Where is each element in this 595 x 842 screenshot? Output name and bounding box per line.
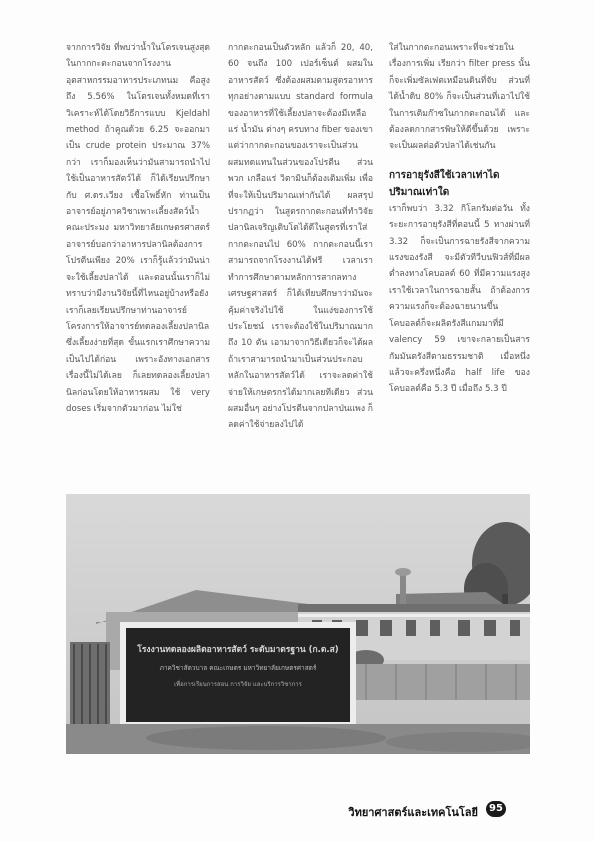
- sign-text-line2: ภาควิชาสัตวบาล คณะเกษตร มหาวิทยาลัยเกษตรศาสตร์: [159, 664, 317, 672]
- sign-text-line3: เพื่อการเรียนการสอน การวิจัย และบริการวิชาการ: [174, 681, 302, 688]
- text-column-3: [389, 40, 530, 398]
- footer-magazine-title: วิทยาศาสตร์และเทคโนโลยี: [348, 806, 478, 819]
- text-column-2: [228, 40, 373, 434]
- paragraph-col1: จากการวิจัย ที่พบว่าน้ำในโตรเจนสูงสุดในกากกะตะกอนจากโรงงานอุตสาหกรรมอาหารประเภทนม คือสูงถึง 5.56% ในโตรเจนทั้งหมดที่เราวิเคราะห์ได้โดยวิธีการแบบ Kjeldahl method ถ้าคูณด้วย 6.25 จะออกมาเป็น crude protein ประมาณ 37% กว่า เราก็มองเห็นว่ามันสามารถนำไปใช้เป็นอาหารสัตว์ได้ ก็ได้เรียนปรึกษากับ ศ.ดร.เวียง เชื้อโพธิ์หัก ท่านเป็นอาจารย์อยู่ภาควิชาเพาะเลี้ยงสัตว์น้ำ คณะประมง มหาวิทยาลัยเกษตรศาสตร์ อาจารย์บอกว่าอาหารปลานิลต้องการ โปรตีนเพียง 20% เราก็รู้แล้วว่ามันน่าจะใช้เลี้ยงปลาได้ และตอนนั้นเราก็ไม่ทราบว่ามีงานวิจัยนี้ที่ไหนอยู่บ้างหรือยัง เราก็เลยเรียนปรึกษาท่านอาจารย์โครงการให้อาจารย์ทดลองเลี้ยงปลานิล ซึ่งเลี้ยงง่ายที่สุด ขั้นแรกเราศึกษาความเป็นไปได้ก่อน เพราะอังทางเอกสารเรื่องนี้ไม่ได้เลย ก็เลยทดลองเลี้ยงปลานิลก่อนโดยให้อาหารผสม ใช้ very doses เริ่มจากตัวมาก่อน ไม่ใช่: [66, 43, 210, 414]
- paragraph-col3-intro: ใส่ในกากตะกอนเพราะที่จะช่วยในเรื่องการเพิ่ม เรียกว่า filter press นั้นก็จะเพิ่มซัลเฟตเหมือนดินที่จับ ส่วนที่ได้น้ำดิบ 80% ก็จะเป็นส่วนที่เอาไปใช้ในการเติมก๊าซในกากตะกอนได้ และต้องลดกากสารพิษให้ดีขึ้นด้วย เพราะจะเป็นผลต่อตัวปลาได้เช่นกัน: [389, 43, 530, 152]
- paragraph-col2: กากตะกอนเป็นตัวหลัก แล้วก็ 20, 40, 60 จนถึง 100 เปอร์เซ็นต์ ผสมในอาหารสัตว์ ซึ่งต้องผสมตามสูตรอาหารทุกอย่างตามแบบ standard formula ของอาหารที่ใช้เลี้ยงปลาจะต้องมีเหลือแร่ น้ำมัน ต่างๆ ครบทาง fiber ของเขา แต่ว่ากากตะกอนของเราจะเป็นส่วนผสมทดแทนในส่วนของโปรตีน ส่วนพวก เกลือแร่ วิตามินก็ต้องเติมเพิ่ม เพื่อที่จะให้เป็นปริมาณเท่ากันได้ ผลสรุปปรากฏว่า ในสูตรกากตะกอนที่ทำวิจัยปลานิลเจริญเติบโตได้ดีในสูตรที่เราใส่กากตะกอนไป 60% กากตะกอนนี้เราสามารถจากโรงงานได้ฟรี เวลาเราทำการศึกษาตามหลักการสากลทางเศรษฐศาสตร์ ก็ได้เทียบศึกษาว่ามันจะคุ้มค่าจริงไปใช้ ในแง่ของการใช้ประโยชน์ เราจะต้องใช้ในปริมาณมากถึง 10 ตัน เอามาจากวิธีเดียวก็จะได้ผล ถ้าเราสามารถนำมาเป็นส่วนประกอบหลักในอาหารสัตว์ได้ เราจะลดค่าใช้จ่ายให้เกษตรกรได้มากเลยทีเดียว ส่วนผสมอื่นๆ อย่างโปรตีนจากปลาป่นแพง ก็ลดค่าใช้จ่ายลงไปได้: [228, 43, 373, 431]
- page-number-badge: 95: [486, 801, 506, 817]
- paragraph-col3-body: เราก็พบว่า 3.32 กิโลกรัมต่อวัน ทั้งระยะการอายุรังสีที่ตอนนี้ 5 ทางผ่านที่ 3.32 ก็จะเป็นการฉายรังสีจากความแรงของรังสี จะมีตัวทีวีบนฟิวส์ที่มีผลต่ำลงทางโคบอลต์ 60 ที่มีความแรงสูงเราใช้เวลาในการฉายสั้น ถ้าต้องการความแรงก็จะต้องฉายนานขึ้น โคบอลต์ก็จะผลิตรังสีแกมมาที่มี valency 59 เขาจะกลายเป็นสารกัมมันตรังสีตามธรรมชาติ เมื่อหนึ่งแล้วจะครึ่งหนึ่งคือ half life ของโคบอลต์คือ 5.3 ปี เมื่อถึง 5.3 ปี: [389, 203, 530, 395]
- page-footer: [250, 800, 530, 820]
- section-heading: การอายุรังสีใช้เวลาเท่าไดปริมาณเท่าใด: [389, 169, 500, 198]
- factory-photo: [66, 494, 530, 754]
- sign-text-line1: โรงงานทดลองผลิตอาหารสัตว์ ระดับมาตรฐาน (ก.ด.ส): [137, 645, 339, 655]
- text-column-1: [66, 40, 210, 417]
